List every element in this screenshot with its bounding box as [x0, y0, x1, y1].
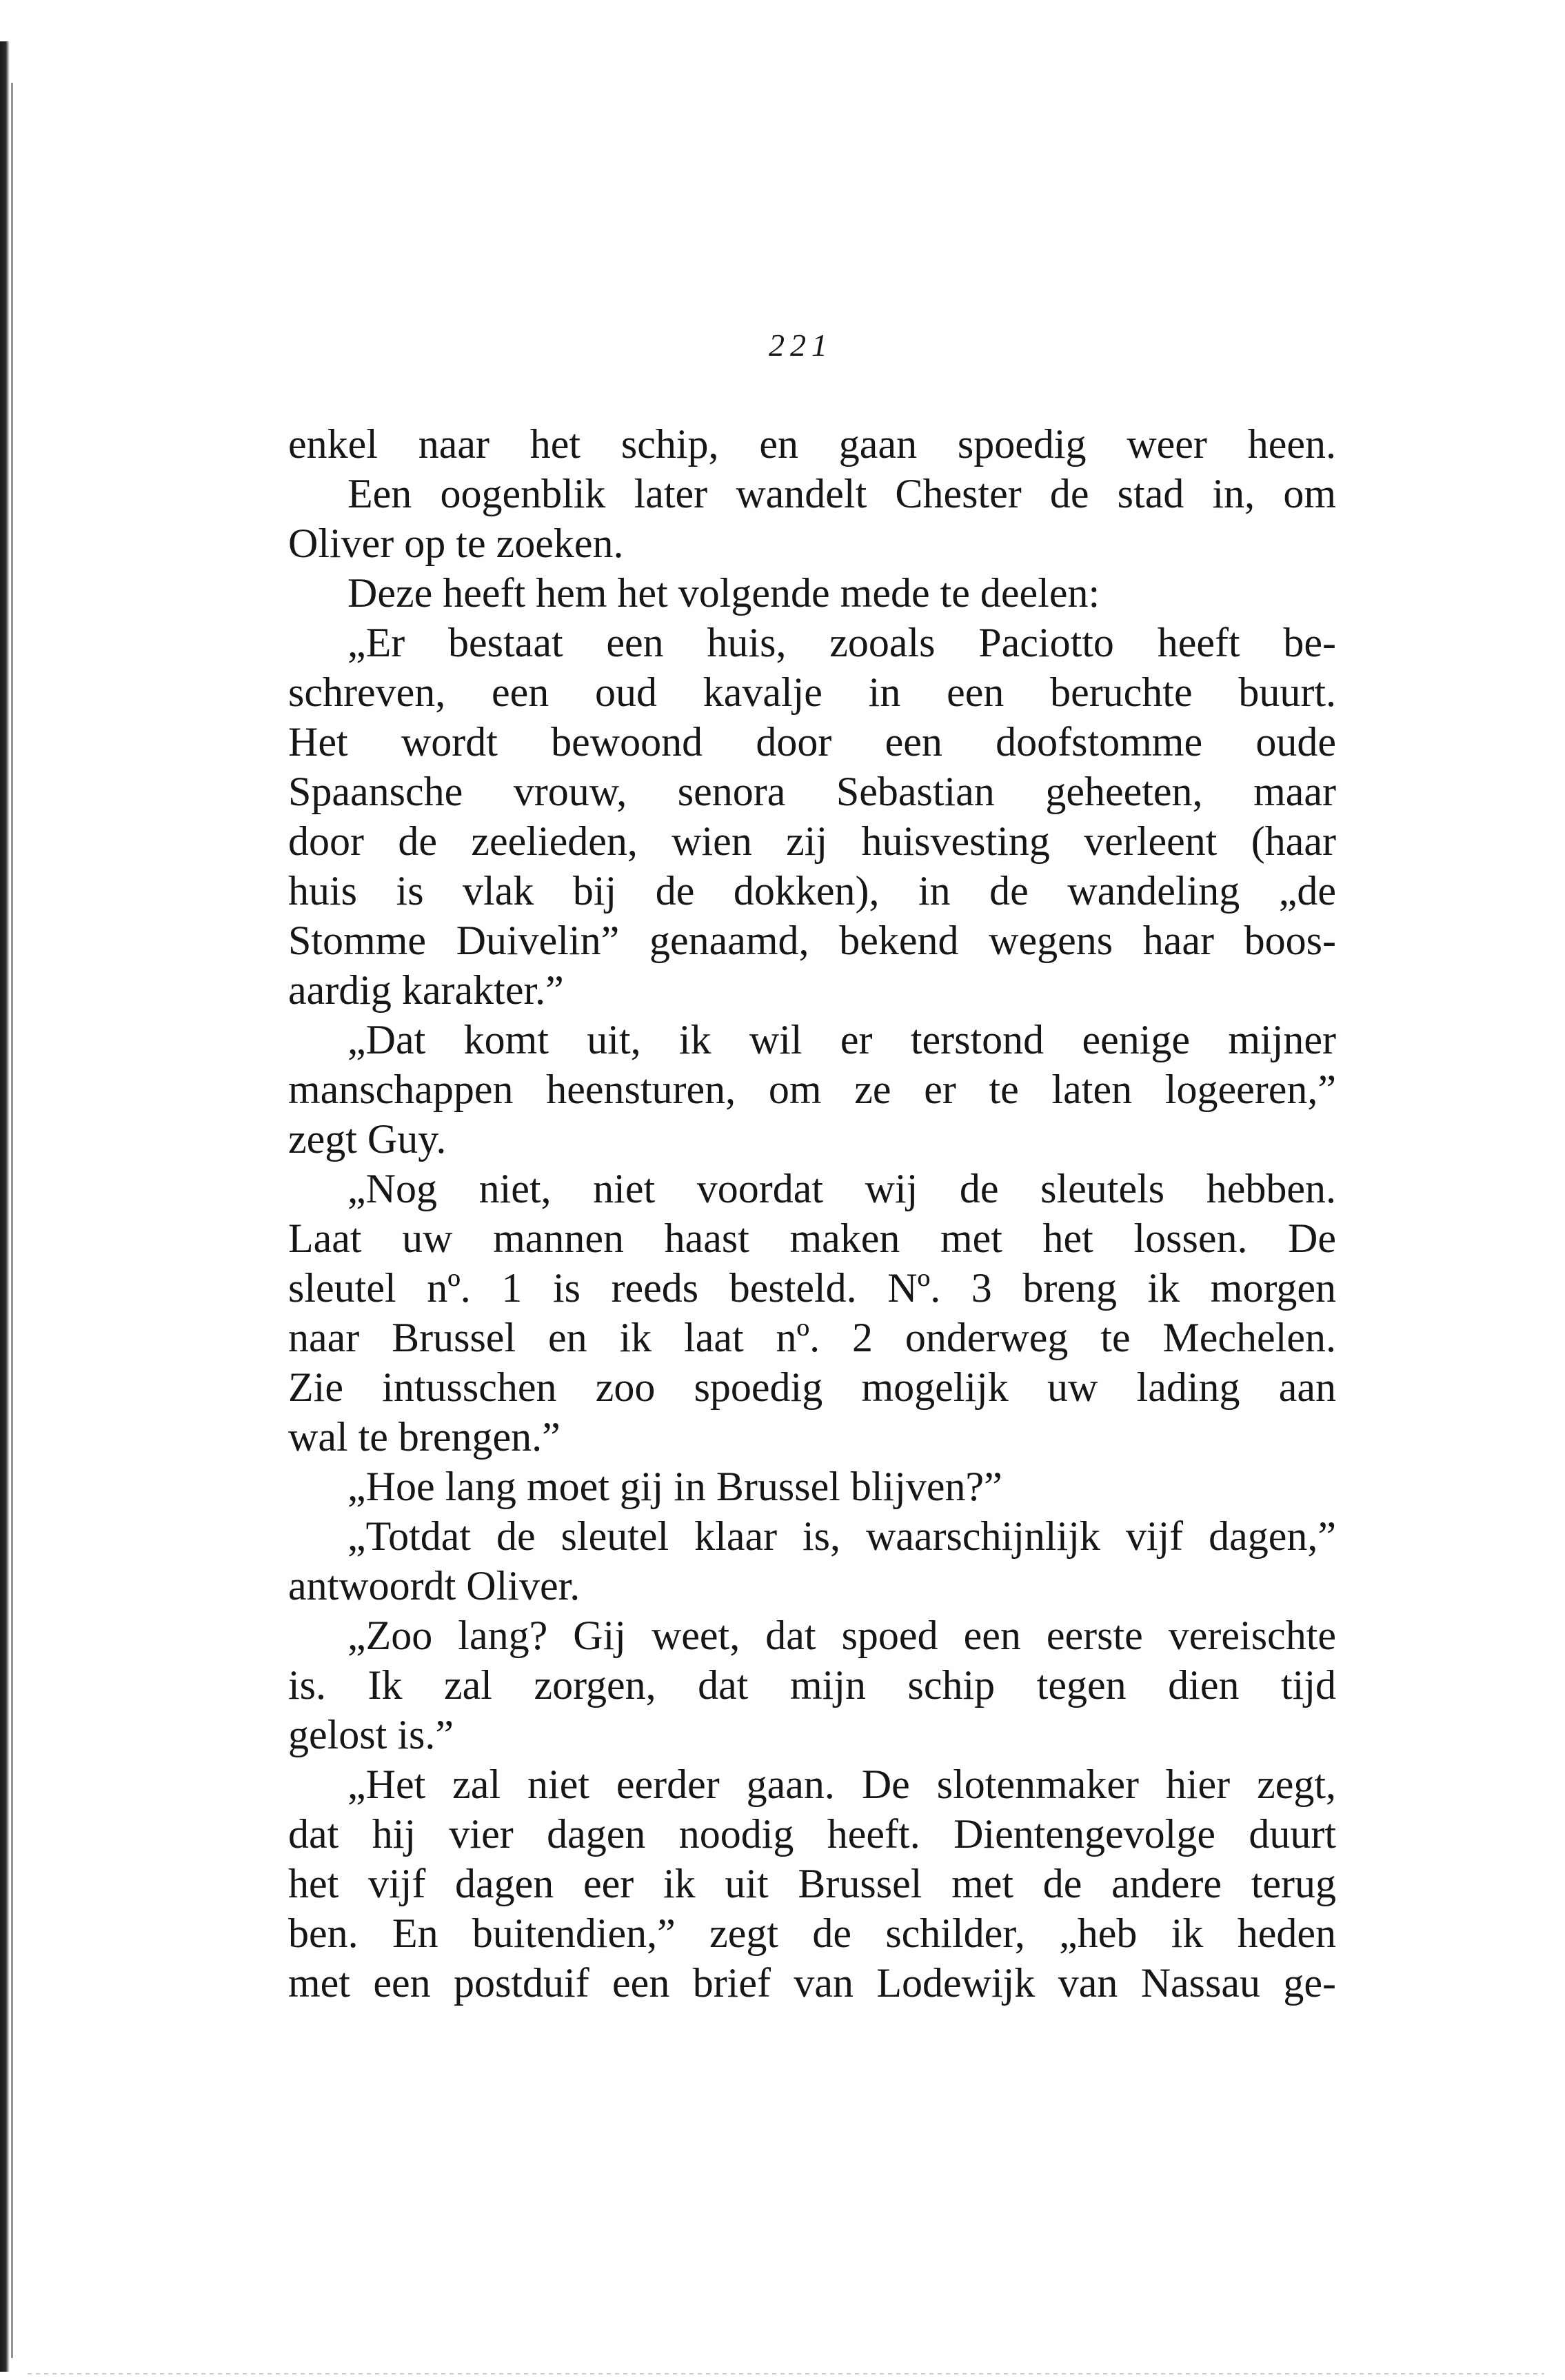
text-line: Het wordt bewoond door een doofstomme oude: [288, 719, 1336, 765]
text-line: sleutel nº. 1 is reeds besteld. Nº. 3 breng ik morgen: [288, 1265, 1336, 1311]
binding-shadow-line: [11, 83, 13, 2358]
text-line: is. Ik zal zorgen, dat mijn schip tegen dien tijd: [288, 1662, 1336, 1708]
text-line: zegt Guy.: [288, 1116, 447, 1162]
text-line: „Nog niet, niet voordat wij de sleutels hebben.: [347, 1166, 1336, 1211]
text-line: „Er bestaat een huis, zooals Paciotto heeft be-: [347, 620, 1336, 665]
text-line: schreven, een oud kavalje in een beruchte buurt.: [288, 669, 1336, 715]
text-line: het vijf dagen eer ik uit Brussel met de andere terug: [288, 1861, 1336, 1906]
text-line: wal te brengen.”: [288, 1414, 561, 1460]
text-line: Spaansche vrouw, senora Sebastian geheeten, maar: [288, 769, 1336, 814]
text-line: Stomme Duivelin” genaamd, bekend wegens haar boos-: [288, 918, 1336, 963]
text-line: „Totdat de sleutel klaar is, waarschijnlijk vijf dagen,”: [347, 1513, 1336, 1559]
text-line: enkel naar het schip, en gaan spoedig weer heen.: [288, 421, 1336, 467]
text-line: Een oogenblik later wandelt Chester de stad in, om: [347, 471, 1336, 516]
text-line: manschappen heensturen, om ze er te laten logeeren,”: [288, 1067, 1336, 1112]
text-line: huis is vlak bij de dokken), in de wandeling „de: [288, 868, 1336, 914]
scan-bottom-edge: [28, 2373, 1544, 2374]
text-line: gelost is.”: [288, 1712, 454, 1757]
text-line: met een postduif een brief van Lodewijk van Nassau ge-: [288, 1960, 1336, 2006]
text-line: „Het zal niet eerder gaan. De slotenmaker hier zegt,: [347, 1762, 1336, 1807]
text-line: „Zoo lang? Gij weet, dat spoed een eerste vereischte: [347, 1613, 1336, 1658]
text-line: aardig karakter.”: [288, 967, 564, 1013]
text-line: Zie intusschen zoo spoedig mogelijk uw lading aan: [288, 1364, 1336, 1410]
text-line: „Dat komt uit, ik wil er terstond eenige mijner: [347, 1017, 1336, 1062]
text-line: Oliver op te zoeken.: [288, 521, 624, 566]
body-text: [288, 419, 1336, 2008]
text-line: ben. En buitendien,” zegt de schilder, „heb ik heden: [288, 1910, 1336, 1956]
text-line: Laat uw mannen haast maken met het lossen. De: [288, 1216, 1336, 1261]
text-line: door de zeelieden, wien zij huisvesting verleent (haar: [288, 818, 1336, 864]
text-line: naar Brussel en ik laat nº. 2 onderweg te Mechelen.: [288, 1315, 1336, 1360]
binding-edge: [0, 41, 10, 2372]
text-line: dat hij vier dagen noodig heeft. Dientengevolge duurt: [288, 1811, 1336, 1857]
text-line: Deze heeft hem het volgende mede te deelen:: [347, 570, 1100, 616]
text-line: „Hoe lang moet gij in Brussel blijven?”: [347, 1464, 1002, 1509]
text-line: antwoordt Oliver.: [288, 1563, 580, 1608]
page-number: 221: [769, 327, 833, 363]
